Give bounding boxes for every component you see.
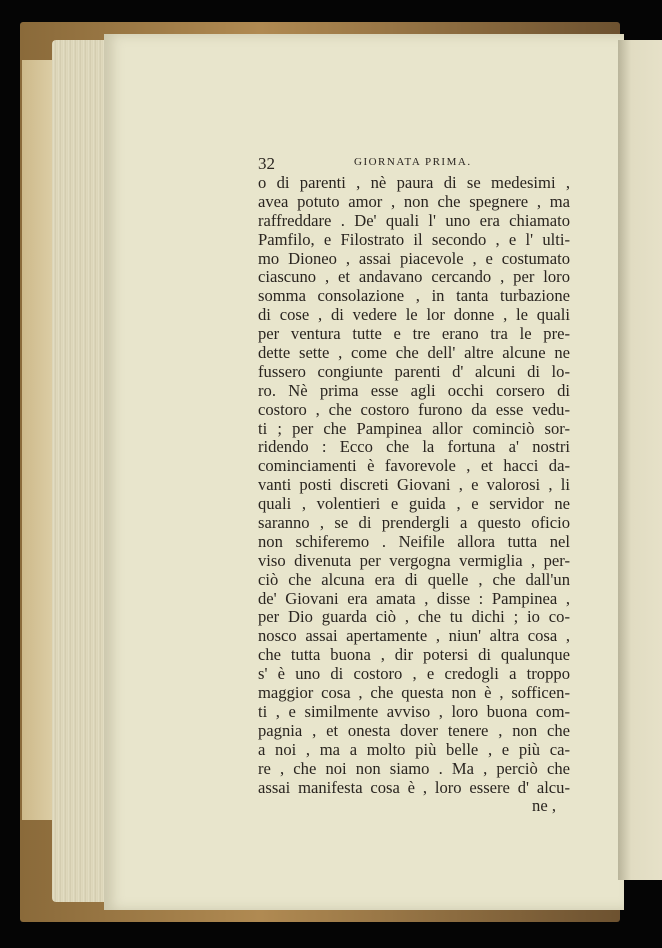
text-line: avea potuto amor , non che spegnere , ma [258,192,570,211]
text-line: per Dio guarda ciò , che tu dichi ; io co- [258,608,570,627]
text-line: dette sette , come che dell' altre alcune ne [258,344,570,363]
text-line: vanti posti discreti Giovani , e valorosi , li [258,476,570,495]
text-line: di cose , di vedere le lor donne , le quali [258,306,570,325]
text-line: viso divenuta per vergogna vermiglia , per- [258,551,570,570]
text-line: mo Dioneo , assai piacevole , e costumato [258,249,570,268]
text-line: cominciamenti è favorevole , et hacci da- [258,457,570,476]
text-line: s' è uno di costoro , e credogli a troppo [258,665,570,684]
text-line: ciò che alcuna era di quelle , che dall'un [258,570,570,589]
page-text [258,154,570,816]
text-line: ro. Nè prima esse agli occhi corsero di [258,381,570,400]
text-line: re , che noi non siamo . Ma , perciò che [258,759,570,778]
page-header [258,154,570,174]
text-line: fussero congiunte parenti d' alcuni di lo- [258,362,570,381]
text-line: o di parenti , nè paura di se medesimi , [258,174,570,192]
text-line: pagnia , et onesta dover tenere , non che [258,721,570,740]
text-line: maggior cosa , che questa non è , sofficen- [258,684,570,703]
text-line: ridendo : Ecco che la fortuna a' nostri [258,438,570,457]
facing-page-edge [618,40,662,880]
catchword: ne , [532,796,556,816]
page-edges [52,40,112,902]
text-line: saranno , se di prendergli a questo oficio [258,514,570,533]
text-line: ciascuno , et andavano cercando , per loro [258,268,570,287]
text-line: non schiferemo . Neifile allora tutta nel [258,532,570,551]
running-head: GIORNATA PRIMA. [354,156,472,168]
text-line: costoro , che costoro furono da esse vedu- [258,400,570,419]
text-line: nosco assai apertamente , niun' altra cosa , [258,627,570,646]
text-line: ti ; per che Pampinea allor cominciò sor- [258,419,570,438]
text-line: somma consolazione , in tanta turbazione [258,287,570,306]
text-line: a noi , ma a molto più belle , e più ca- [258,740,570,759]
text-line: quali , volentieri e guida , e servidor ne [258,495,570,514]
text-line: che tutta buona , dir potersi di qualunque [258,646,570,665]
text-line: per ventura tutte e tre erano tra le pre- [258,325,570,344]
text-line: de' Giovani era amata , disse : Pampinea , [258,589,570,608]
text-line: ti , e similmente avviso , loro buona com- [258,702,570,721]
page-number: 32 [258,154,275,173]
text-line: raffreddare . De' quali l' uno era chiamato [258,211,570,230]
text-line: assai manifesta cosa è , loro essere d' alcu- [258,778,570,797]
text-lines [258,174,570,797]
text-line: Pamfilo, e Filostrato il secondo , e l' ulti- [258,230,570,249]
